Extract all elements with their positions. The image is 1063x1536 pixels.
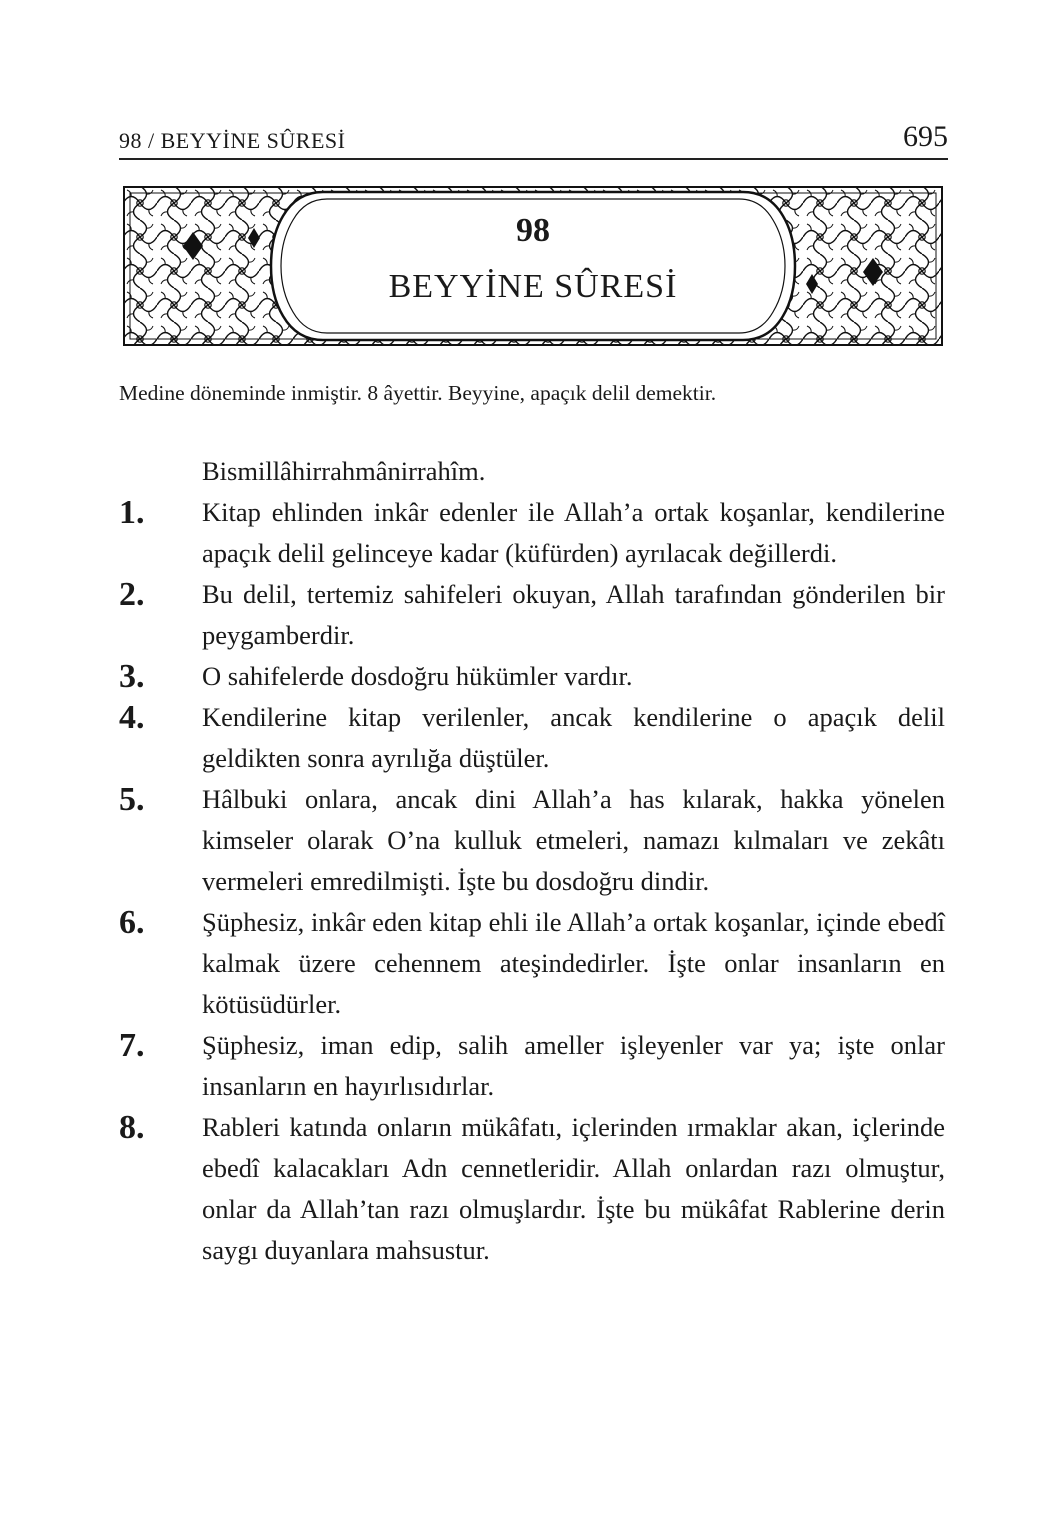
ornament-frame xyxy=(123,186,943,346)
verse-number: 4. xyxy=(119,699,145,736)
verse-number: 6. xyxy=(119,904,145,941)
running-title: 98 / BEYYİNE SÛRESİ xyxy=(119,128,346,153)
page-number: 695 xyxy=(903,120,948,153)
verse-number: 5. xyxy=(119,781,145,818)
verse xyxy=(119,1025,945,1107)
surah-intro: Medine döneminde inmiştir. 8 âyettir. Beyyine, apaçık delil demektir. xyxy=(119,381,717,405)
surah-number: 98 xyxy=(516,212,550,249)
verse xyxy=(119,656,945,697)
verse-text: Şüphesiz, inkâr eden kitap ehli ile Allah’a ortak koşanlar, içinde ebedî kalmak üzere cehennem ateşindedirler. İşte onlar insanların en kötüsüdürler. xyxy=(202,907,945,1019)
surah-banner xyxy=(123,186,943,346)
running-header xyxy=(119,118,948,160)
verse-number: 8. xyxy=(119,1109,145,1146)
verse xyxy=(119,574,945,656)
verse xyxy=(119,492,945,574)
verse-text: O sahifelerde dosdoğru hükümler vardır. xyxy=(202,661,633,691)
verse xyxy=(119,697,945,779)
verse xyxy=(119,902,945,1025)
verse-number: 3. xyxy=(119,658,145,695)
verse-number: 2. xyxy=(119,576,145,613)
verse xyxy=(119,1107,945,1271)
verse-text: Kendilerine kitap verilenler, ancak kendilerine o apaçık delil geldikten sonra ayrılığa düştüler. xyxy=(202,702,945,773)
verse xyxy=(119,779,945,902)
basmala: Bismillâhirrahmânirrahîm. xyxy=(202,456,486,486)
verse-text: Kitap ehlinden inkâr edenler ile Allah’a ortak koşanlar, kendilerine apaçık delil gelinceye kadar (küfürden) ayrılacak değillerdi. xyxy=(202,497,945,568)
verse-text: Hâlbuki onlara, ancak dini Allah’a has kılarak, hakka yönelen kimseler olarak O’na kulluk etmeleri, namazı kılmaları ve zekâtı vermeleri emredilmişti. İşte bu dosdoğru dindir. xyxy=(202,784,945,896)
verse-text: Bu delil, tertemiz sahifeleri okuyan, Allah tarafından gönderilen bir peygamberdir. xyxy=(202,579,945,650)
verses-content xyxy=(119,451,945,1271)
surah-title: BEYYİNE SÛRESİ xyxy=(388,268,678,305)
verse-number: 7. xyxy=(119,1027,145,1064)
verse-text: Şüphesiz, iman edip, salih ameller işleyenler var ya; işte onlar insanların en hayırlısıdırlar. xyxy=(202,1030,945,1101)
verse-text: Rableri katında onların mükâfatı, içlerinden ırmaklar akan, içlerinde ebedî kalacakları Adn cennetleridir. Allah onlardan razı olmuştur, onlar da Allah’tan razı olmuşlardır. İşte bu mükâfat Rablerine derin saygı duyanlara mahsustur. xyxy=(202,1112,945,1265)
verse-number: 1. xyxy=(119,494,145,531)
